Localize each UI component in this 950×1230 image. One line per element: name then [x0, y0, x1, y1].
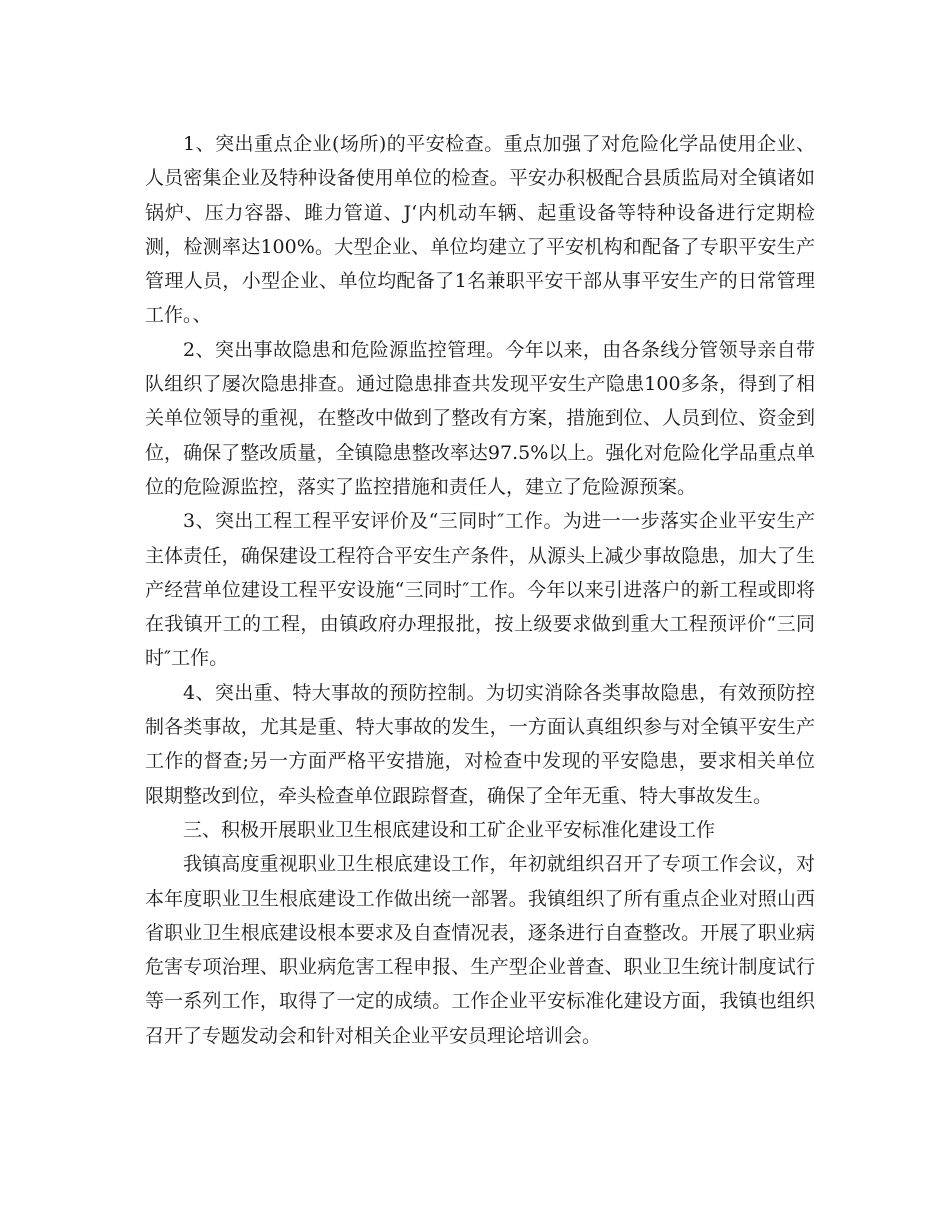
section-heading-occupational-health: 三、积极开展职业卫生根底建设和工矿企业平安标准化建设工作 — [183, 818, 716, 841]
paragraph-project-safety-evaluation: 3、突出工程工程平安评价及“三同时″工作。为进一一步落实企业平安生产主体责任，确保建设工程符合平安生产条件，从源头上减少事故隐患，加大了生产经营单位建设工程平安设施“三同时″工作。今年以来引进落户的新工程或即将在我镇开工的工程，由镇政府办理报批，按上级要求做到重大工程预评价“三同时″工作。 — [145, 510, 815, 670]
paragraph-occupational-health-work: 我镇高度重视职业卫生根底建设工作，年初就组织召开了专项工作会议，对本年度职业卫生根底建设工作做出统一部署。我镇组织了所有重点企业对照山西省职业卫生根底建设根本要求及自查情况表，逐条进行自查整改。开展了职业病危害专项治理、职业病危害工程申报、生产型企业普查、职业卫生统计制度试行等一系列工作，取得了一定的成绩。工作企业平安标准化建设方面，我镇也组织召开了专题发动会和针对相关企业平安员理论培训会。 — [145, 853, 815, 1047]
paragraph-key-enterprise-inspection: 1、突出重点企业(场所)的平安检查。重点加强了对危险化学品使用企业、人员密集企业及特种设备使用单位的检查。平安办积极配合县质监局对全镇诸如锅炉、压力容器、雎力管道、J‘内机动车辆、起重设备等特种设备进行定期检测，检测率达100%。大型企业、单位均建立了平安机构和配备了专职平安生产管理人员，小型企业、单位均配备了1名兼职平安干部从事平安生产的日常管理工作。、 — [145, 133, 815, 327]
paragraph-hazard-monitoring: 2、突出事故隐患和危险源监控管理。今年以来，由各条线分管领导亲自带队组织了屡次隐患排查。通过隐患排查共发现平安生产隐患100多条，得到了相关单位领导的重视，在整改中做到了整改有方案，措施到位、人员到位、资金到位，确保了整改质量，全镇隐患整改率达97.5%以上。强化对危险化学品重点单位的危险源监控，落实了监控措施和责任人，建立了危险源预案。 — [145, 338, 815, 498]
document-body — [145, 127, 815, 1053]
paragraph-major-accident-prevention: 4、突出重、特大事故的预防控制。为切实消除各类事故隐患，有效预防控制各类事故，尤其是重、特大事故的发生，一方面认真组织参与对全镇平安生产工作的督查;另一方面严格平安措施，对检查中发现的平安隐患，要求相关单位限期整改到位，牵头检查单位跟踪督查，确保了全年无重、特大事故发生。 — [145, 681, 815, 807]
